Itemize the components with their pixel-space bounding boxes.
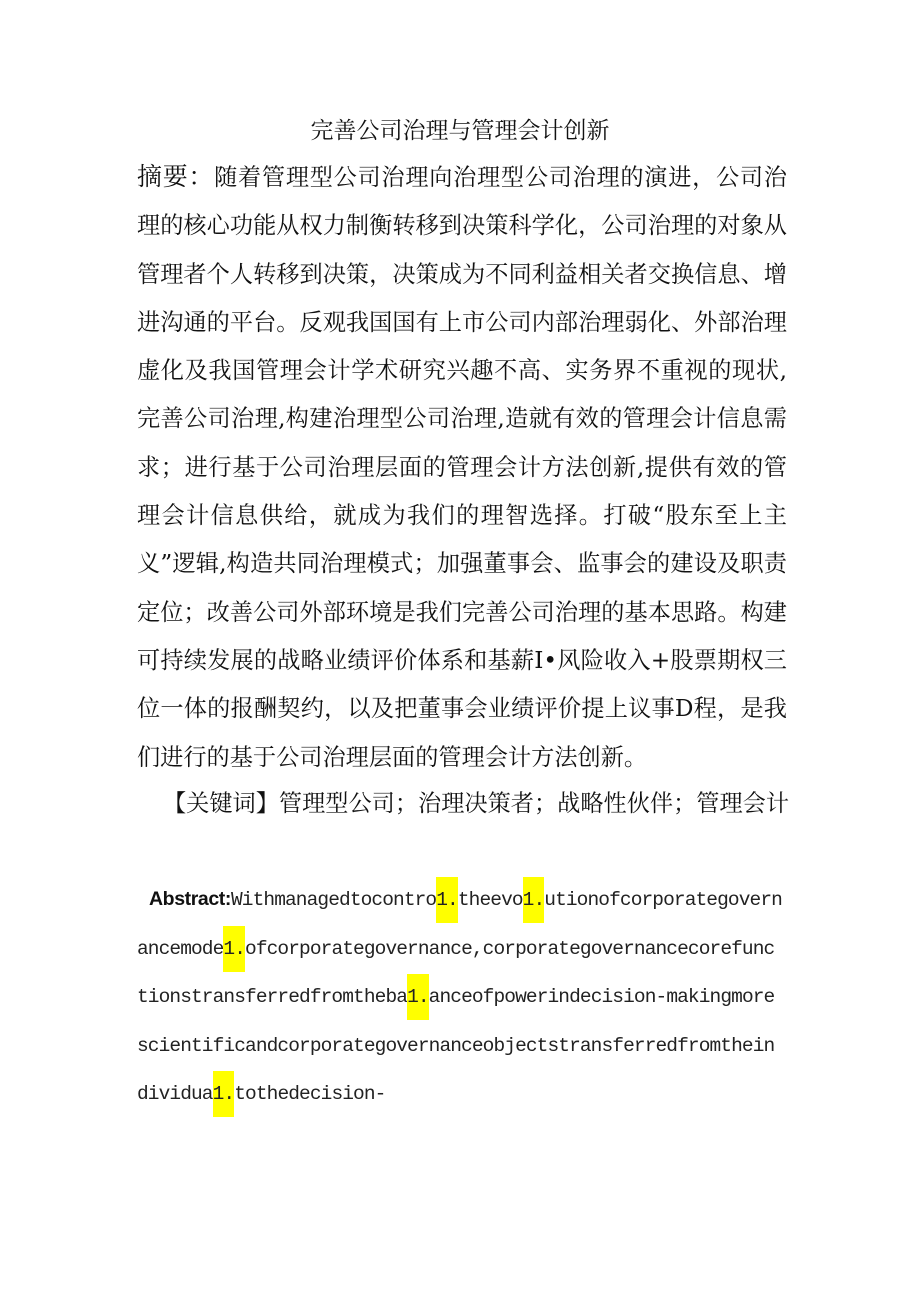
abstract-body: 随着管理型公司治理向治理型公司治理的演进，公司治理的核心功能从权力制衡转移到决策科学化，公司治理的对象从管理者个人转移到决策，决策成为不同利益相关者交换信息、增进沟通的平台。反观我国国有上市公司内部治理弱化、外部治理虚化及我国管理会计学术研究兴趣不高、实务界不重视的现状,完善公司治理,构建治理型公司治理,造就有效的管理会计信息需求；进行基于公司治理层面的管理会计方法创新,提供有效的管理会计信息供给，就成为我们的理智选择。打破“股东至上主义”逻辑,构造共同治理模式；加强董事会、监事会的建设及职责定位；改善公司外部环境是我们完善公司治理的基本思路。构建可持续发展的战略业绩评价体系和基薪I•风险收入+股票期权三位一体的报酬契约，以及把董事会业绩评价提上议事D程，是我们进行的基于公司治理层面的管理会计方法创新。 bbox=[137, 164, 787, 771]
highlighted-fragment: 1. bbox=[407, 974, 429, 1020]
abstract-english-text: tothedecision- bbox=[234, 1083, 386, 1106]
abstract-english-text: makingmorescientificandcorporategovernanceobjectstransferredfromtheindividua bbox=[137, 986, 775, 1106]
highlighted-fragment: 1. bbox=[436, 877, 458, 923]
abstract-english-text: ofcorporategovernance,corporategovernancecorefunctionstransferredfromtheba bbox=[137, 937, 775, 1009]
abstract-english bbox=[137, 875, 785, 1119]
highlighted-fragment: 1. bbox=[213, 1071, 235, 1117]
highlighted-fragment: 1. bbox=[223, 926, 245, 972]
abstract-english-text: theevo bbox=[457, 889, 523, 911]
abstract-english-text: Withmanagedtocontro bbox=[231, 889, 437, 911]
abstract-english-body bbox=[137, 877, 782, 1117]
abstract-english-label: Abstract: bbox=[149, 888, 231, 910]
abstract-english-text: anceofpowerindecision- bbox=[428, 986, 667, 1009]
keywords-line: 【关键词】管理型公司；治理决策者；战略性伙伴；管理会计 bbox=[163, 790, 790, 817]
abstract-chinese bbox=[137, 153, 787, 782]
abstract-english-text: utionofcorporategovernancemode bbox=[137, 889, 782, 960]
document-title: 完善公司治理与管理会计创新 bbox=[310, 118, 610, 144]
highlighted-fragment: 1. bbox=[523, 877, 545, 923]
abstract-label: 摘要： bbox=[137, 162, 215, 191]
